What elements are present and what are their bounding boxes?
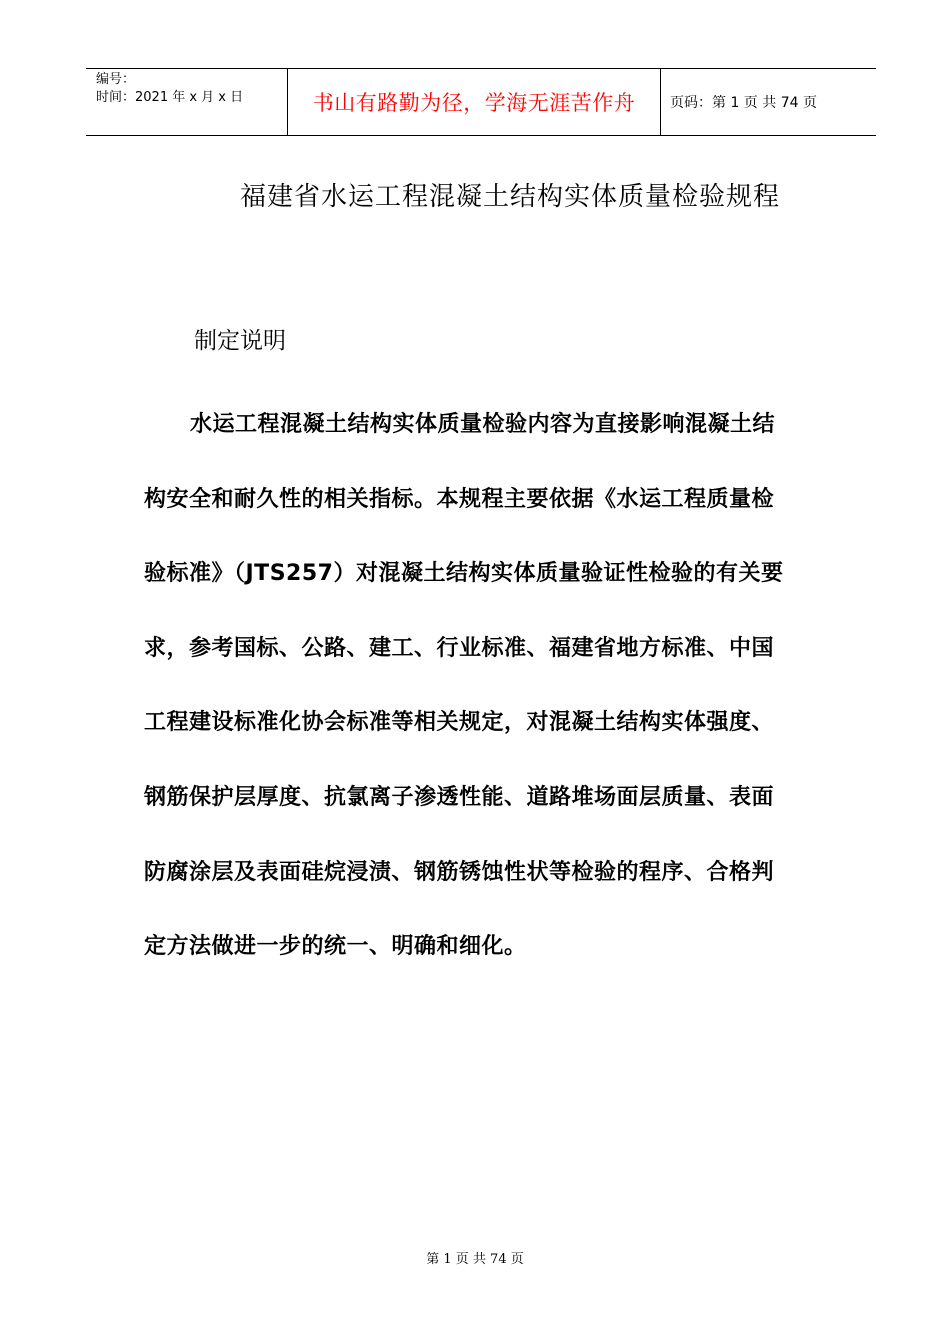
- body-line: 定方法做进一步的统一、明确和细化。: [144, 934, 527, 960]
- header-page-info: 页码：第 1 页 共 74 页: [670, 95, 817, 111]
- body-line: 工程建设标准化协会标准等相关规定，对混凝土结构实体强度、: [144, 710, 775, 736]
- body-line: 构安全和耐久性的相关指标。本规程主要依据《水运工程质量检: [144, 486, 775, 512]
- section-heading: 制定说明: [194, 328, 286, 354]
- document-title: 福建省水运工程混凝土结构实体质量检验规程: [239, 182, 780, 212]
- header-divider-right: [660, 69, 661, 135]
- page-header: [86, 68, 876, 136]
- body-line: 防腐涂层及表面硅烷浸渍、钢筋锈蚀性状等检验的程序、合格判: [144, 859, 775, 885]
- body-paragraph: [144, 405, 820, 1002]
- header-meta: [96, 71, 286, 107]
- body-line: 求，参考国标、公路、建工、行业标准、福建省地方标准、中国: [144, 635, 775, 661]
- body-line: 验标准》（JTS257）对混凝土结构实体质量验证性检验的有关要: [144, 561, 784, 587]
- body-line: 水运工程混凝土结构实体质量检验内容为直接影响混凝土结: [190, 412, 776, 437]
- document-time-label: 时间：2021 年 x 月 x 日: [96, 90, 244, 105]
- document-number-label: 编号：: [96, 72, 136, 87]
- header-motto: 书山有路勤为径，学海无涯苦作舟: [312, 91, 636, 115]
- body-line: 钢筋保护层厚度、抗氯离子渗透性能、道路堆场面层质量、表面: [144, 784, 775, 810]
- page-footer: 第 1 页 共 74 页: [426, 1252, 524, 1267]
